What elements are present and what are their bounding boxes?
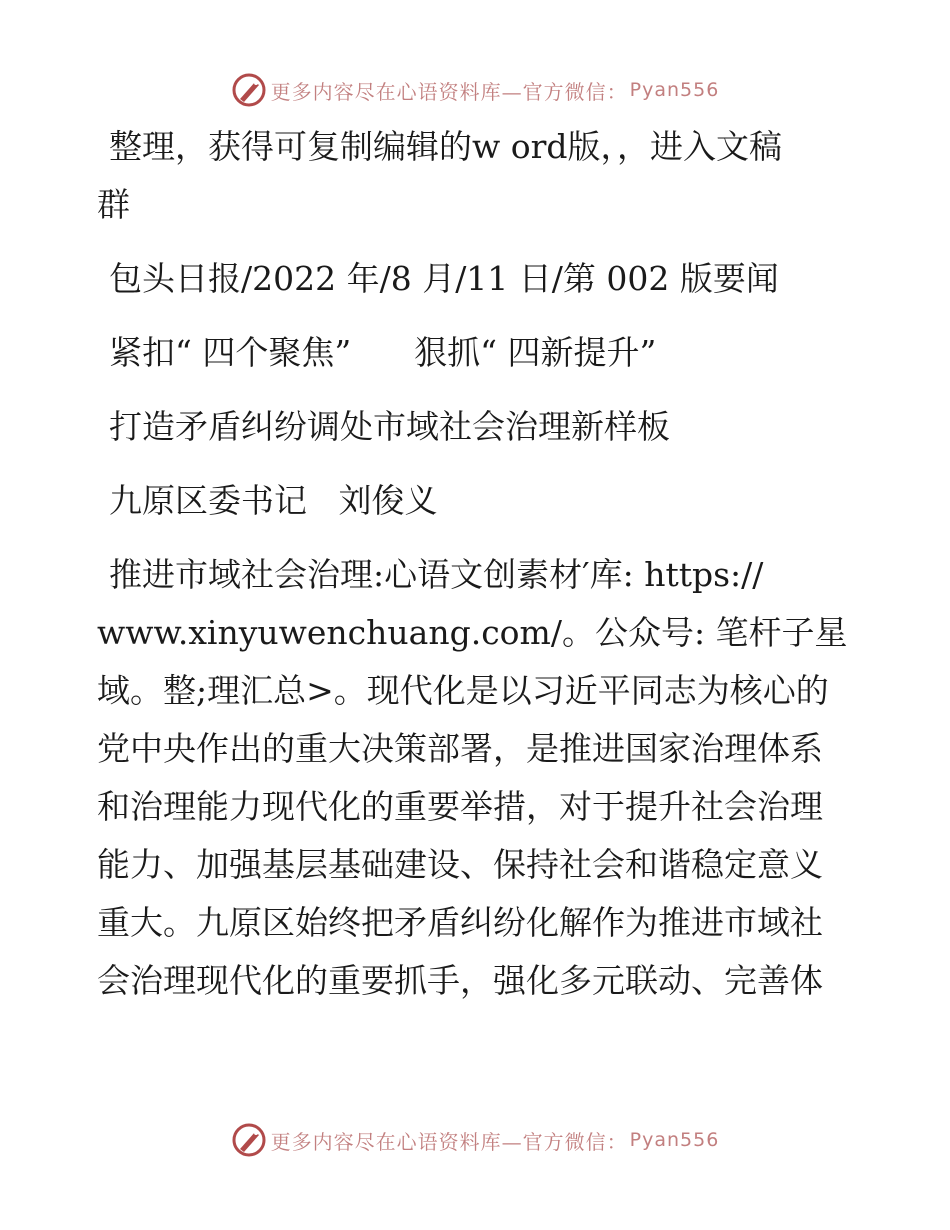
footer-watermark <box>0 1120 950 1160</box>
intro-line-1: 整理，获得可复制编辑的w ord版，，进入文稿 <box>109 127 783 166</box>
byline: 九原区委书记 刘俊义 <box>109 481 438 520</box>
watermark-wechat-id: Pyan556 <box>629 1129 720 1151</box>
body-line: 重大。九原区始终把矛盾纠纷化解作为推进市域社 <box>97 903 823 942</box>
pen-seal-icon <box>231 72 267 108</box>
body-line: 和治理能力现代化的重要举措，对于提升社会治理 <box>97 787 823 826</box>
source-line: 包头日报/2022 年/8 月/11 日/第 002 版要闻 <box>109 259 779 298</box>
document-content <box>97 118 857 1010</box>
body-line: 域。整;理汇总>。现代化是以习近平同志为核心的 <box>97 671 829 710</box>
body-line: 能力、加强基层基础建设、保持社会和谐稳定意义 <box>97 845 823 884</box>
headline-kicker: 紧扣“ 四个聚焦” 狠抓“ 四新提升” <box>109 333 657 372</box>
watermark-wechat-id: Pyan556 <box>629 79 720 101</box>
intro-line-2: 群 <box>97 185 130 224</box>
body-line: www.xinyuwenchuang.com/。公众号: 笔杆子星 <box>97 613 848 652</box>
body-paragraph <box>97 546 857 1010</box>
watermark-text: 更多内容尽在心语资料库—官方微信： <box>270 1129 628 1154</box>
body-line: 会治理现代化的重要抓手，强化多元联动、完善体 <box>97 961 823 1000</box>
watermark-text: 更多内容尽在心语资料库—官方微信： <box>270 79 628 104</box>
pen-seal-icon <box>231 1122 267 1158</box>
body-line: 党中央作出的重大决策部署，是推进国家治理体系 <box>97 729 823 768</box>
header-watermark <box>0 70 950 110</box>
headline-title: 打造矛盾纠纷调处市域社会治理新样板 <box>109 407 670 446</box>
body-line: 推进市域社会治理:心语文创素材′库: https:// <box>109 555 764 594</box>
